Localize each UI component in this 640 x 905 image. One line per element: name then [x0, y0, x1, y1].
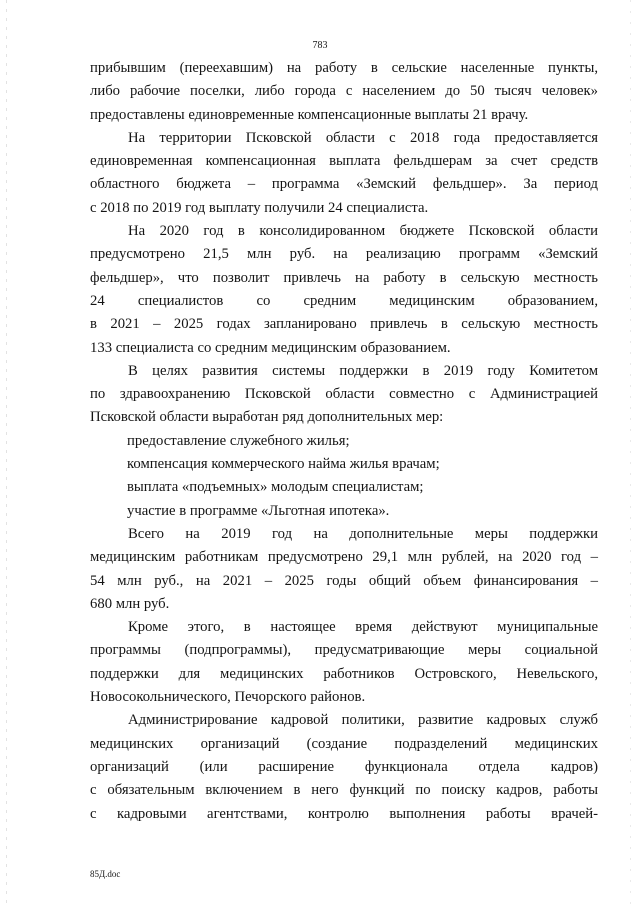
- text-line: прибывшим (переехавшим) на работу в сельские населенные пункты,: [90, 60, 598, 76]
- document-body: [90, 57, 598, 826]
- text-line: фельдшер», что позволит привлечь на работу в сельскую местность: [90, 269, 598, 286]
- text-line: с 2018 по 2019 год выплату получили 24 специалиста.: [90, 199, 429, 216]
- text-line: 54 млн руб., на 2021 – 2025 годы общий объем финансирования –: [90, 572, 598, 589]
- scan-edge-right: [630, 0, 631, 905]
- text-line: по здравоохранению Псковской области совместно с Администрацией: [90, 386, 598, 403]
- list-item-line: выплата «подъемных» молодым специалистам;: [127, 479, 424, 496]
- text-line: областного бюджета – программа «Земский фельдшер». За период: [90, 176, 598, 193]
- text-line: Администрирование кадровой политики, развитие кадровых служб: [128, 712, 598, 729]
- text-line: Кроме этого, в настоящее время действуют муниципальные: [128, 619, 598, 636]
- text-line: с кадровыми агентствами, контролю выполнения работы врачей-: [90, 805, 598, 822]
- list-item-line: предоставление служебного жилья;: [127, 432, 350, 449]
- footer-filename: 85Д.doc: [90, 869, 121, 879]
- text-line: единовременная компенсационная выплата фельдшерам за счет средств: [90, 153, 598, 170]
- text-line: 680 млн руб.: [90, 595, 170, 612]
- text-line: 24 специалистов со средним медицинским образованием,: [90, 292, 598, 309]
- scan-edge-left: [6, 0, 7, 905]
- text-line: Новосокольнического, Печорского районов.: [90, 689, 366, 706]
- text-line: На 2020 год в консолидированном бюджете Псковской области: [128, 223, 598, 240]
- text-line: Псковской области выработан ряд дополнительных мер:: [90, 409, 444, 426]
- text-line: предоставлены единовременные компенсационные выплаты 21 врачу.: [90, 106, 529, 123]
- text-line: В целях развития системы поддержки в 2019 году Комитетом: [128, 362, 598, 379]
- page-number: 783: [312, 40, 328, 51]
- text-line: в 2021 – 2025 годах запланировано привлечь в сельскую местность: [90, 316, 598, 333]
- list-item-line: участие в программе «Льготная ипотека».: [127, 502, 390, 519]
- text-line: программы (подпрограммы), предусматривающие меры социальной: [90, 642, 598, 659]
- text-line: с обязательным включением в него функций по поиску кадров, работы: [90, 782, 598, 799]
- list-item-line: компенсация коммерческого найма жилья врачам;: [127, 456, 440, 473]
- text-line: Всего на 2019 год на дополнительные меры поддержки: [128, 525, 598, 542]
- text-line: предусмотрено 21,5 млн руб. на реализацию программ «Земский: [90, 246, 598, 263]
- text-line: организаций (или расширение функционала отдела кадров): [90, 758, 598, 775]
- text-line: либо рабочие поселки, либо города с населением до 50 тысяч человек»: [90, 83, 598, 100]
- text-line: 133 специалиста со средним медицинским образованием.: [90, 339, 451, 356]
- text-line: медицинским работникам предусмотрено 29,1 млн рублей, на 2020 год –: [90, 549, 598, 566]
- text-line: медицинских организаций (создание подразделений медицинских: [90, 735, 598, 752]
- text-line: На территории Псковской области с 2018 года предоставляется: [128, 129, 598, 146]
- text-line: поддержки для медицинских работников Островского, Невельского,: [90, 665, 598, 682]
